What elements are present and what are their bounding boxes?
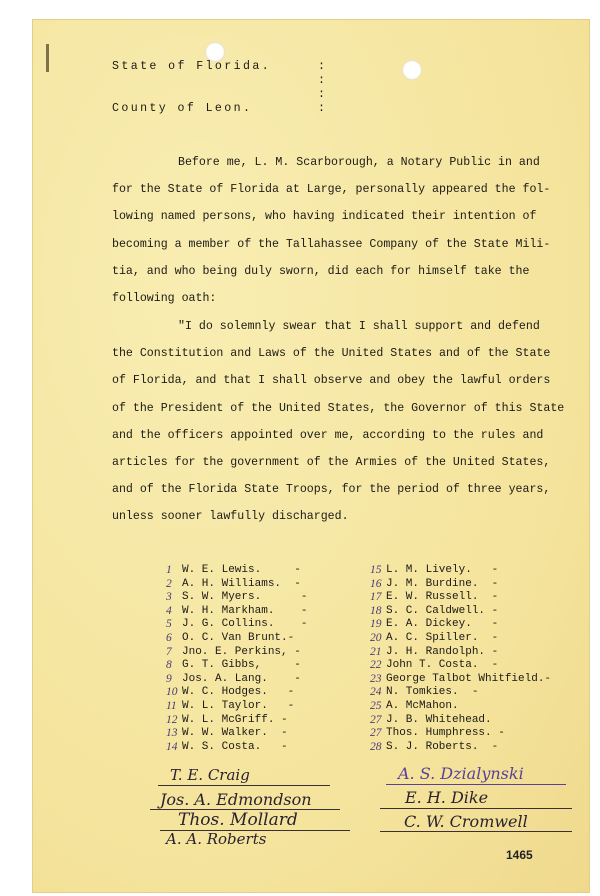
oath-line: and of the Florida State Troops, for the period of three years, bbox=[112, 483, 551, 496]
edge-mark bbox=[46, 44, 49, 72]
colon-mark: : bbox=[318, 60, 325, 73]
roster-number: 27 bbox=[370, 713, 382, 726]
roster-number: 16 bbox=[370, 577, 382, 590]
signature: A. S. Dzialynski bbox=[398, 764, 524, 783]
roster-name: W. L. Taylor. - bbox=[182, 700, 295, 712]
signature: Thos. Mollard bbox=[178, 810, 298, 830]
roster-name: Thos. Humphress. - bbox=[386, 727, 505, 740]
roster-name: A. H. Williams. - bbox=[182, 577, 301, 590]
signature-line bbox=[386, 784, 566, 785]
roster-number: 20 bbox=[370, 632, 382, 644]
page-number: 1465 bbox=[506, 848, 533, 862]
roster-name: J. M. Burdine. - bbox=[386, 577, 499, 590]
oath-line: articles for the government of the Armies of the United States, bbox=[112, 456, 551, 469]
body-line: following oath: bbox=[112, 292, 217, 305]
roster-name: E. W. Russell. - bbox=[386, 591, 499, 604]
roster-number: 15 bbox=[370, 564, 382, 576]
roster-number: 17 bbox=[370, 591, 382, 604]
roster-name: N. Tomkies. - bbox=[386, 686, 479, 699]
roster-name: W. S. Costa. - bbox=[182, 740, 288, 753]
roster-number: 9 bbox=[166, 672, 172, 685]
roster-number: 3 bbox=[166, 591, 172, 604]
roster-name: S. C. Caldwell. - bbox=[386, 604, 499, 617]
colon-mark: : bbox=[318, 88, 325, 101]
roster-number: 24 bbox=[370, 686, 382, 699]
roster-name: George Talbot Whitfield.- bbox=[386, 672, 552, 685]
signature-line bbox=[380, 831, 572, 832]
signature-line bbox=[380, 808, 572, 809]
roster-name: A. McMahon. bbox=[386, 700, 459, 712]
roster-name: Jos. A. Lang. - bbox=[182, 672, 301, 685]
roster-number: 7 bbox=[166, 645, 172, 658]
roster-name: A. C. Spiller. - bbox=[386, 632, 499, 644]
body-line: tia, and who being duly sworn, did each for himself take the bbox=[112, 265, 530, 278]
roster-name: John T. Costa. - bbox=[386, 659, 499, 672]
colon-mark: : bbox=[318, 74, 325, 87]
oath-line: the Constitution and Laws of the United States and of the State bbox=[112, 347, 551, 360]
roster-name: W. L. McGriff. - bbox=[182, 713, 288, 726]
roster-number: 23 bbox=[370, 672, 382, 685]
oath-line: "I do solemnly swear that I shall support and defend bbox=[178, 320, 540, 333]
body-line: lowing named persons, who having indicated their intention of bbox=[112, 210, 537, 223]
roster-number: 10 bbox=[166, 686, 178, 699]
signature: E. H. Dike bbox=[405, 788, 489, 807]
roster-name: E. A. Dickey. - bbox=[386, 618, 499, 631]
roster-name: S. J. Roberts. - bbox=[386, 740, 499, 753]
roster-name: W. H. Markham. - bbox=[182, 604, 308, 617]
roster-number: 22 bbox=[370, 659, 382, 672]
roster-number: 14 bbox=[166, 740, 178, 753]
roster-number: 8 bbox=[166, 659, 172, 672]
roster-number: 6 bbox=[166, 632, 172, 644]
roster-number: 1 bbox=[166, 564, 172, 576]
roster-name: O. C. Van Brunt.- bbox=[182, 632, 295, 644]
oath-line: and the officers appointed over me, according to the rules and bbox=[112, 429, 544, 442]
roster-number: 27 bbox=[370, 727, 382, 740]
roster-number: 21 bbox=[370, 645, 382, 658]
body-line: for the State of Florida at Large, personally appeared the fol- bbox=[112, 183, 551, 196]
roster-name: G. T. Gibbs, - bbox=[182, 659, 301, 672]
signature-line bbox=[158, 785, 330, 786]
punch-hole bbox=[402, 60, 422, 80]
roster-name: J. H. Randolph. - bbox=[386, 645, 499, 658]
roster-number: 28 bbox=[370, 740, 382, 753]
roster-name: J. B. Whitehead. bbox=[386, 713, 492, 726]
roster-name: J. G. Collins. - bbox=[182, 618, 308, 631]
roster-name: W. E. Lewis. - bbox=[182, 564, 301, 576]
punch-hole bbox=[205, 42, 225, 62]
roster-number: 18 bbox=[370, 604, 382, 617]
roster-number: 2 bbox=[166, 577, 172, 590]
roster-name: S. W. Myers. - bbox=[182, 591, 308, 604]
roster-number: 11 bbox=[166, 700, 177, 712]
state-heading: State of Florida. bbox=[112, 60, 272, 73]
roster-name: Jno. E. Perkins, - bbox=[182, 645, 301, 658]
oath-line: unless sooner lawfully discharged. bbox=[112, 510, 349, 523]
roster-name: L. M. Lively. - bbox=[386, 564, 499, 576]
roster-number: 4 bbox=[166, 604, 172, 617]
roster-number: 25 bbox=[370, 700, 382, 712]
county-heading: County of Leon. bbox=[112, 102, 253, 115]
signature: C. W. Cromwell bbox=[404, 812, 528, 831]
roster-number: 13 bbox=[166, 727, 178, 740]
colon-mark: : bbox=[318, 102, 325, 115]
roster-number: 12 bbox=[166, 713, 178, 726]
roster-name: W. W. Walker. - bbox=[182, 727, 288, 740]
signature: T. E. Craig bbox=[170, 766, 250, 784]
oath-line: of Florida, and that I shall observe and obey the lawful orders bbox=[112, 374, 551, 387]
signature: A. A. Roberts bbox=[166, 830, 267, 848]
roster-name: W. C. Hodges. - bbox=[182, 686, 295, 699]
body-line: becoming a member of the Tallahassee Company of the State Mili- bbox=[112, 238, 551, 251]
roster-number: 19 bbox=[370, 618, 382, 631]
roster-number: 5 bbox=[166, 618, 172, 631]
oath-line: of the President of the United States, the Governor of this State bbox=[112, 402, 565, 415]
body-line: Before me, L. M. Scarborough, a Notary Public in and bbox=[178, 156, 540, 169]
signature: Jos. A. Edmondson bbox=[160, 790, 312, 809]
